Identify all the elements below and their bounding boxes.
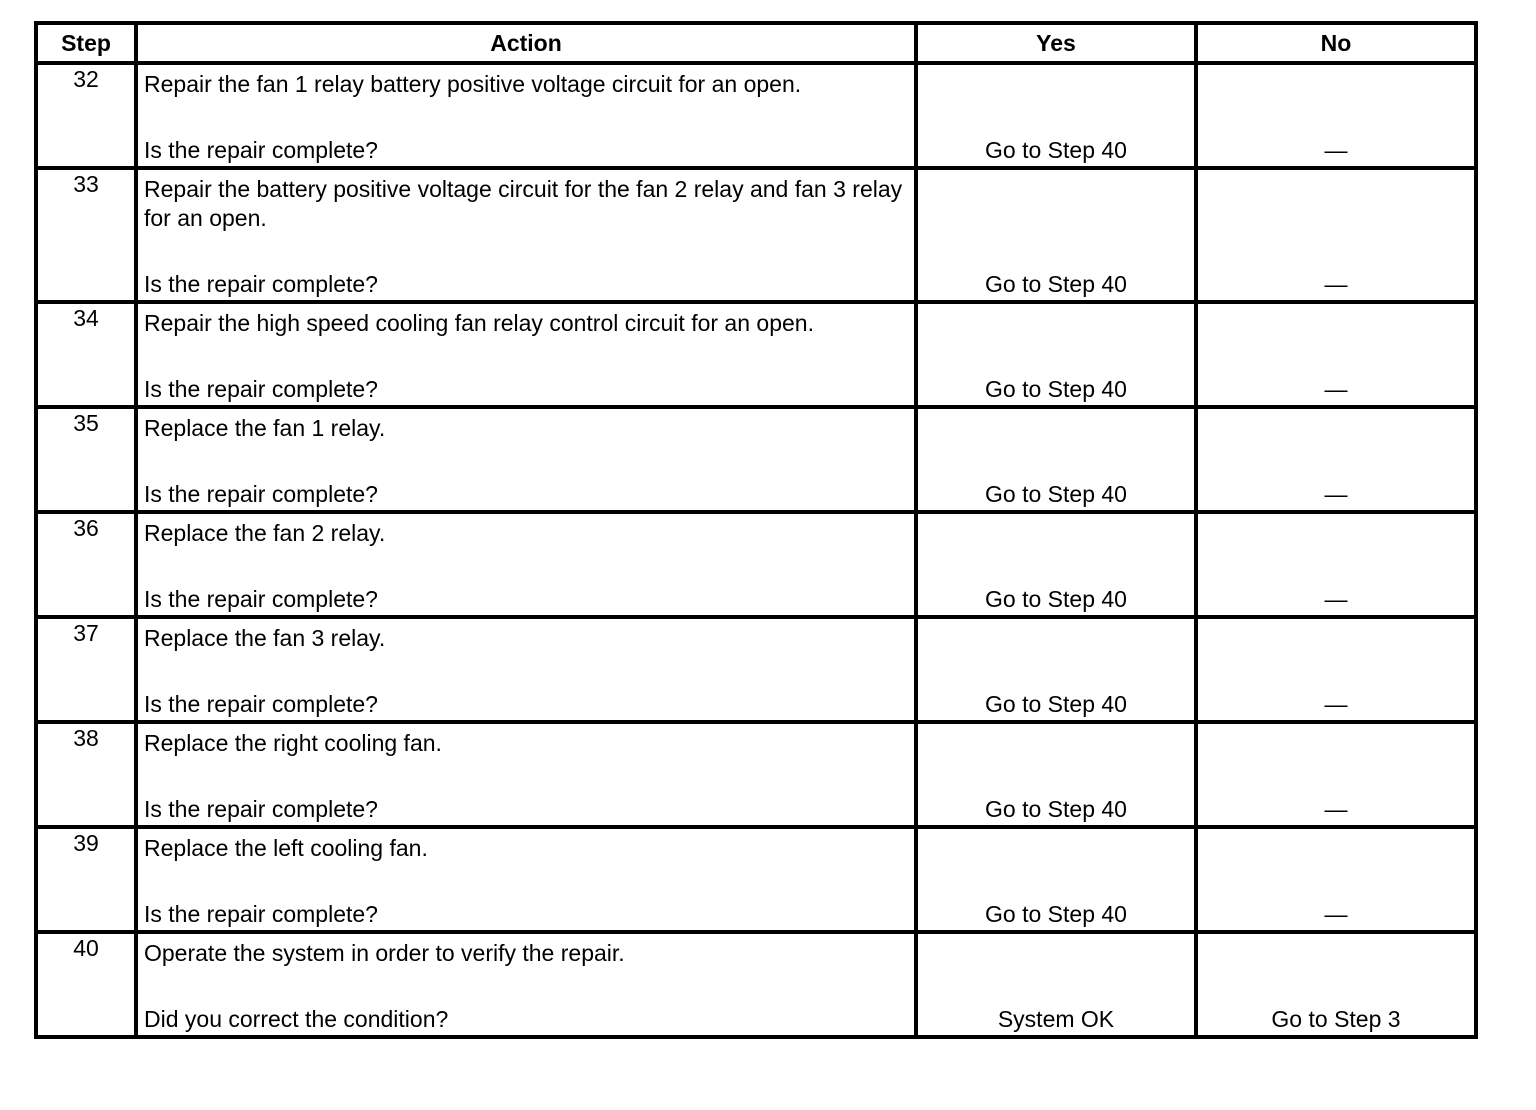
table-row: [36, 168, 1476, 302]
yes-cell: [916, 827, 1196, 932]
question-text: Is the repair complete?: [144, 271, 378, 297]
action-text: Replace the fan 3 relay.: [144, 625, 386, 651]
question-text: Is the repair complete?: [144, 901, 378, 927]
action-text: Operate the system in order to verify the repair.: [144, 940, 625, 966]
action-text: Repair the high speed cooling fan relay control circuit for an open.: [144, 310, 814, 336]
no-cell: [1196, 168, 1476, 302]
yes-result: Go to Step 40: [985, 586, 1127, 612]
action-cell: [136, 407, 916, 512]
table-row: [36, 722, 1476, 827]
no-cell: [1196, 512, 1476, 617]
step-number: 33: [36, 168, 136, 302]
yes-cell: [916, 932, 1196, 1037]
action-cell: [136, 512, 916, 617]
yes-cell: [916, 722, 1196, 827]
yes-cell: [916, 617, 1196, 722]
table-row: [36, 302, 1476, 407]
no-result: —: [1324, 901, 1348, 927]
no-cell: [1196, 722, 1476, 827]
step-number: 35: [36, 407, 136, 512]
yes-result: Go to Step 40: [985, 481, 1127, 507]
step-number: 38: [36, 722, 136, 827]
action-text: Repair the fan 1 relay battery positive voltage circuit for an open.: [144, 71, 802, 97]
no-cell: [1196, 407, 1476, 512]
action-cell: [136, 63, 916, 168]
action-text: Replace the left cooling fan.: [144, 835, 428, 861]
no-result: —: [1324, 481, 1348, 507]
action-cell: [136, 722, 916, 827]
yes-cell: [916, 302, 1196, 407]
step-number: 40: [36, 932, 136, 1037]
yes-cell: [916, 407, 1196, 512]
step-number: 39: [36, 827, 136, 932]
action-cell: [136, 302, 916, 407]
step-number: 36: [36, 512, 136, 617]
action-text: Replace the right cooling fan.: [144, 730, 442, 756]
step-number: 34: [36, 302, 136, 407]
table-row: [36, 512, 1476, 617]
yes-cell: [916, 168, 1196, 302]
no-result: —: [1324, 586, 1348, 612]
action-text: Repair the battery positive voltage circuit for the fan 2 relay and fan 3 relay for an open.: [144, 176, 903, 231]
question-text: Is the repair complete?: [144, 691, 378, 717]
action-cell: [136, 168, 916, 302]
action-text: Replace the fan 2 relay.: [144, 520, 386, 546]
action-cell: [136, 827, 916, 932]
step-number: 37: [36, 617, 136, 722]
yes-result: System OK: [997, 1006, 1115, 1032]
header-yes: Yes: [916, 23, 1196, 63]
yes-cell: [916, 512, 1196, 617]
action-text: Replace the fan 1 relay.: [144, 415, 386, 441]
yes-result: Go to Step 40: [985, 691, 1127, 717]
header-action: Action: [136, 23, 916, 63]
yes-result: Go to Step 40: [985, 796, 1127, 822]
no-result: —: [1324, 137, 1348, 163]
question-text: Is the repair complete?: [144, 586, 378, 612]
no-result: —: [1324, 796, 1348, 822]
no-result: —: [1324, 271, 1348, 297]
no-result: —: [1324, 376, 1348, 402]
no-cell: [1196, 617, 1476, 722]
table-row: [36, 932, 1476, 1037]
no-cell: [1196, 932, 1476, 1037]
table-row: [36, 407, 1476, 512]
no-result: —: [1324, 691, 1348, 717]
question-text: Did you correct the condition?: [144, 1006, 449, 1032]
question-text: Is the repair complete?: [144, 376, 378, 402]
action-cell: [136, 932, 916, 1037]
question-text: Is the repair complete?: [144, 796, 378, 822]
yes-result: Go to Step 40: [985, 901, 1127, 927]
yes-cell: [916, 63, 1196, 168]
step-number: 32: [36, 63, 136, 168]
no-cell: [1196, 63, 1476, 168]
question-text: Is the repair complete?: [144, 481, 378, 507]
no-cell: [1196, 827, 1476, 932]
diagnostic-table: [34, 21, 1478, 1039]
header-step: Step: [36, 23, 136, 63]
table-row: [36, 617, 1476, 722]
header-row: [36, 23, 1476, 63]
question-text: Is the repair complete?: [144, 137, 378, 163]
action-cell: [136, 617, 916, 722]
yes-result: Go to Step 40: [985, 137, 1127, 163]
table-row: [36, 63, 1476, 168]
table-row: [36, 827, 1476, 932]
yes-result: Go to Step 40: [985, 376, 1127, 402]
no-cell: [1196, 302, 1476, 407]
header-no: No: [1196, 23, 1476, 63]
no-result: Go to Step 3: [1271, 1006, 1401, 1032]
yes-result: Go to Step 40: [985, 271, 1127, 297]
